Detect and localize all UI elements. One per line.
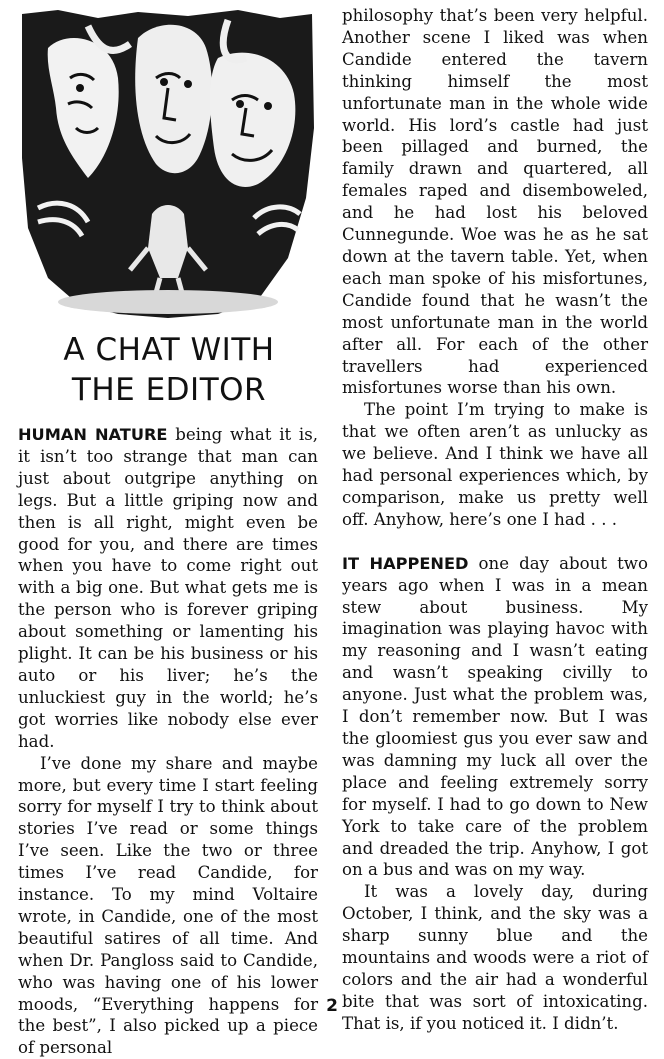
paragraph [18,424,318,753]
left-column [18,424,318,1059]
paragraph: I’ve done my share and maybe more, but every time I start feeling sorry for myself I try to think about stories I’ve read or some things I’ve seen. Like the two or three times I’ve read Candide, for instance. To my mind Voltaire wrote, in Candide, one of the most beautiful satires of all time. And when Dr. Pangloss said to Candide, who was having one of his lower moods, “Everything happens for the best”, I also picked up a piece of personal [18,753,318,1058]
paragraph: The point I’m trying to make is that we often aren’t as unlucky as we believe. And I think we have all had personal experiences which, by comparison, make us pretty well off. Anyhow, here’s one I had . . . [342,400,648,529]
lead-in-it-happened: IT HAPPENED [342,553,469,573]
article-title [14,330,324,410]
page-number: 2 [326,996,338,1016]
title-line-1: A CHAT WITH [63,332,275,368]
paragraph: It was a lovely day, during October, I think, and the sky was a sharp sunny blue and the mountains and woods were a riot of colors and the air had a wonderful bite that was sort of intoxicating. That is, if you noticed it. I didn’t. [342,882,648,1033]
section-break [342,531,648,553]
grotesque-figures-illustration [18,8,316,320]
paragraph: philosophy that’s been very helpful. Another scene I liked was when Candide entered the tavern thinking himself the most unfortunate man in the whole wide world. His lord’s castle had just been pillaged and burned, the family drawn and quartered, all females raped and disemboweled, and he had lost his beloved Cunnegunde. Woe was he as he sat down at the tavern table. Yet, when each man spoke of his misfortunes, Candide found that he wasn’t the most unfortunate man in the world after all. For each of the other travellers had experienced misfortunes worse than his own. [342,6,648,398]
paragraph-text: one day about two years ago when I was in a mean stew about business. My imagination was playing havoc with my reasoning and I wasn’t eating and wasn’t speaking civilly to anyone. Just what the problem was, I don’t remember now. But I was the gloomiest gus you ever saw and was damning my luck all over the place and feeling extremely sorry for myself. I had to go down to New York to take care of the problem and dreaded the trip. Anyhow, I got on a bus and was on my way. [342,553,648,880]
illustration-artwork [18,8,316,320]
lead-in-human-nature: HUMAN NATURE [18,425,168,444]
paragraph-text: being what it is, it isn’t too strange that man can just about outgripe anything on legs. But a little griping now and then is all right, might even be good for you, and there are times when you have to come right out with a big one. But what gets me is the person who is forever griping about something or lamenting his plight. It can be his business or his auto or his liver; he’s the unluckiest guy in the world; he’s got worries like nobody else ever had. [18,425,318,751]
right-column [342,5,648,1035]
title-line-2: THE EDITOR [71,372,267,408]
paragraph [342,553,648,882]
